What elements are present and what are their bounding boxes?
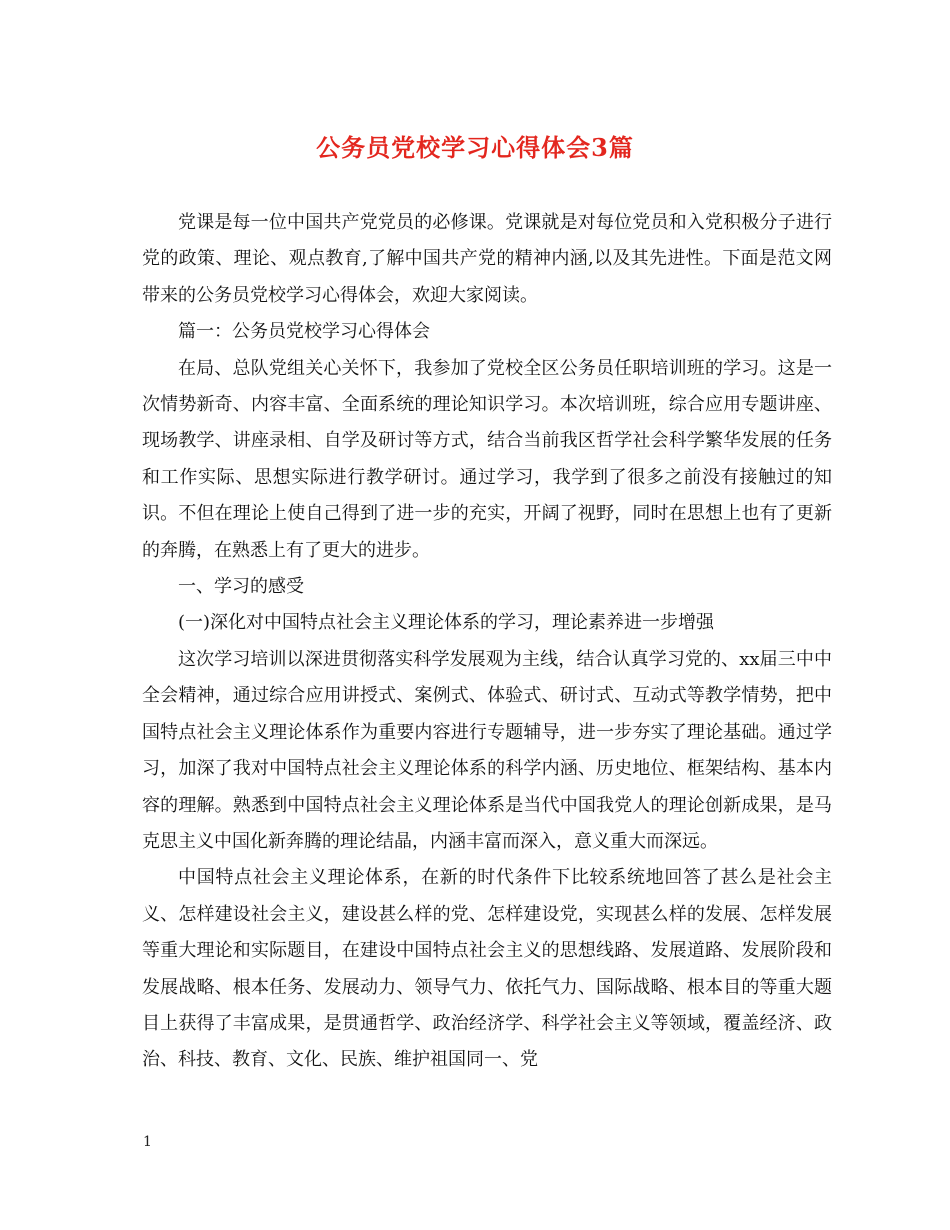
document-title: 公务员党校学习心得体会3篇 xyxy=(316,133,634,162)
body-paragraph: 这次学习培训以深进贯彻落实科学发展观为主线，结合认真学习党的、xx届三中中全会精神，通过综合应用讲授式、案例式、体验式、研讨式、互动式等教学情势，把中国特点社会主义理论体系作为重要内容进行专题辅导，进一步夯实了理论基础。通过学习，加深了我对中国特点社会主义理论体系的科学内涵、历史地位、框架结构、基本内容的理解。熟悉到中国特点社会主义理论体系是当代中国我党人的理论创新成果，是马克思主义中国化新奔腾的理论结晶，内涵丰富而深入，意义重大而深远。 xyxy=(142,648,832,852)
section-heading-learning-feelings: 一、学习的感受 xyxy=(178,576,304,598)
subsection-heading: (一)深化对中国特点社会主义理论体系的学习，理论素养进一步增强 xyxy=(178,612,715,634)
document-body xyxy=(142,205,832,1079)
page-number: 1 xyxy=(143,1134,152,1150)
body-paragraph: 中国特点社会主义理论体系，在新的时代条件下比较系统地回答了甚么是社会主义、怎样建设社会主义，建设甚么样的党、怎样建设党，实现甚么样的发展、怎样发展等重大理论和实际题目，在建设中国特点社会主义的思想线路、发展道路、发展阶段和发展战略、根本任务、发展动力、领导气力、依托气力、国际战略、根本目的等重大题目上获得了丰富成果，是贯通哲学、政治经济学、科学社会主义等领域，覆盖经济、政治、科技、教育、文化、民族、维护祖国同一、党 xyxy=(142,867,832,1071)
intro-paragraph: 党课是每一位中国共产党党员的必修课。党课就是对每位党员和入党积极分子进行党的政策、理论、观点教育,了解中国共产党的精神内涵,以及其先进性。下面是范文网带来的公务员党校学习心得体会，欢迎大家阅读。 xyxy=(142,212,832,306)
section-heading-part-one: 篇一：公务员党校学习心得体会 xyxy=(178,321,430,343)
body-paragraph: 在局、总队党组关心关怀下，我参加了党校全区公务员任职培训班的学习。这是一次情势新奇、内容丰富、全面系统的理论知识学习。本次培训班，综合应用专题讲座、现场教学、讲座录相、自学及研讨等方式，结合当前我区哲学社会科学繁华发展的任务和工作实际、思想实际进行教学研讨。通过学习，我学到了很多之前没有接触过的知识。不但在理论上使自己得到了进一步的充实，开阔了视野，同时在思想上也有了更新的奔腾，在熟悉上有了更大的进步。 xyxy=(142,357,832,561)
